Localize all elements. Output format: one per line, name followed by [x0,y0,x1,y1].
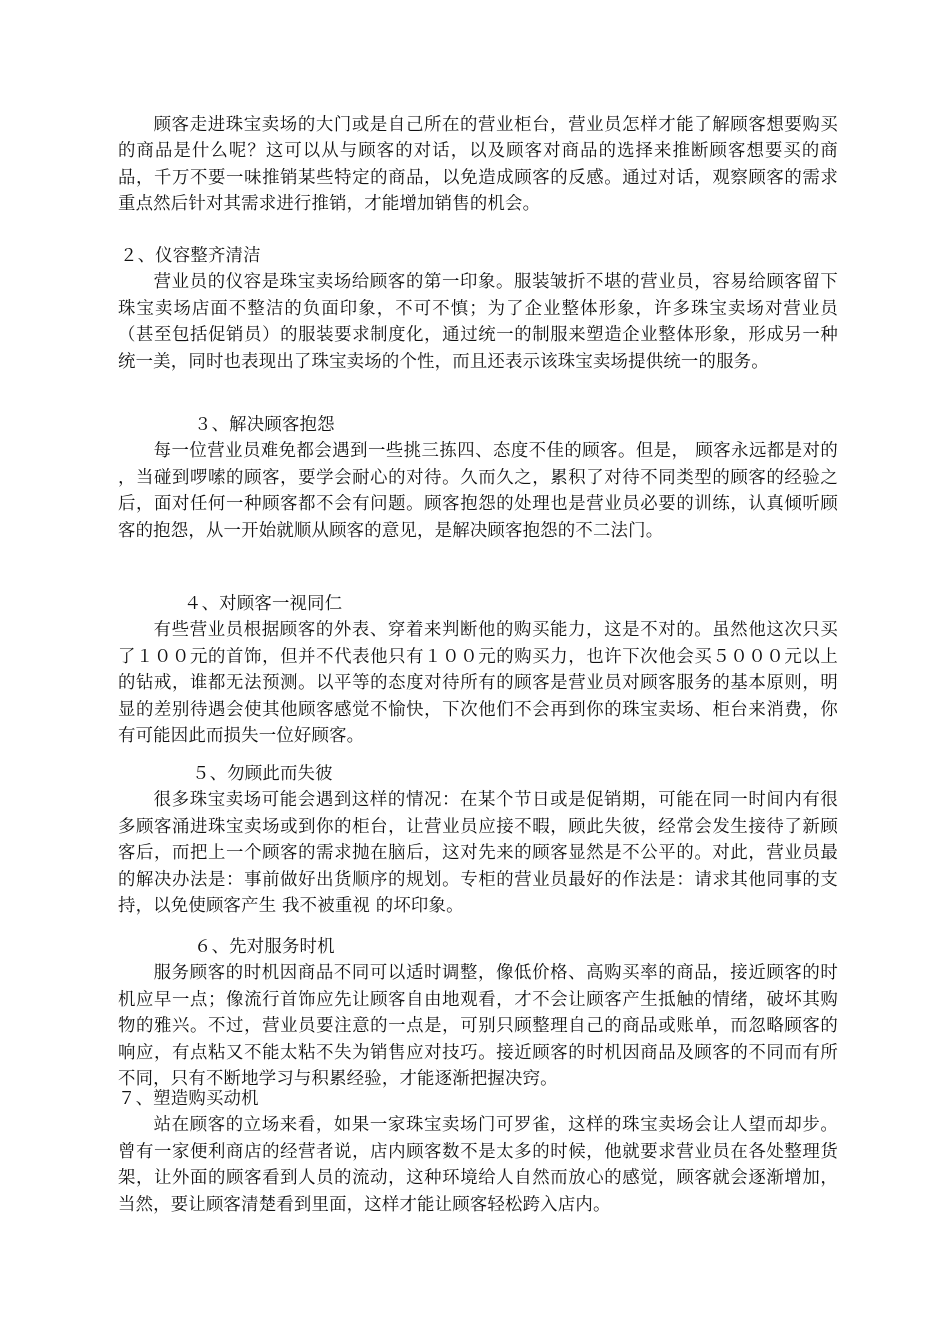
section-5-heading: ５、勿顾此而失彼 [192,764,333,784]
section-intro [118,112,838,218]
section-2 [118,243,838,375]
section-5-paragraph: 很多珠宝卖场可能会遇到这样的情况：在某个节日或是促销期，可能在同一时间内有很多顾客涌进珠宝卖场或到你的柜台，让营业员应接不暇，顾此失彼，经常会发生接待了新顾客后，而把上一个顾客的需求抛在脑后，这对先来的顾客显然是不公平的。对此，营业员最的解决办法是：事前做好出货顺序的规划。专柜的营业员最好的作法是：请求其他同事的支持，以免使顾客产生 我不被重视 的坏印象。 [118,790,838,917]
section-3 [118,412,838,544]
section-2-heading: ２、仪容整齐清洁 [120,246,261,266]
intro-paragraph: 顾客走进珠宝卖场的大门或是自己所在的营业柜台，营业员怎样才能了解顾客想要购买的商品是什么呢？这可以从与顾客的对话，以及顾客对商品的选择来推断顾客想要买的商品，千万不要一味推销某些特定的商品，以免造成顾客的反感。通过对话，观察顾客的需求重点然后针对其需求进行推销，才能增加销售的机会。 [118,115,838,215]
section-4 [118,591,838,749]
section-6 [118,934,838,1092]
section-4-paragraph: 有些营业员根据顾客的外表、穿着来判断他的购买能力，这是不对的。虽然他这次只买了１００元的首饰，但并不代表他只有１００元的购买力，也许下次他会买５０００元以上的钻戒，谁都无法预测。以平等的态度对待所有的顾客是营业员对顾客服务的基本原则，明显的差别待遇会使其他顾客感觉不愉快，下次他们不会再到你的珠宝卖场、柜台来消费，你有可能因此而损失一位好顾客。 [118,620,838,747]
section-4-heading: ４、对顾客一视同仁 [184,594,343,614]
section-2-paragraph: 营业员的仪容是珠宝卖场给顾客的第一印象。服装皱折不堪的营业员，容易给顾客留下珠宝卖场店面不整洁的负面印象，不可不慎；为了企业整体形象，许多珠宝卖场对营业员（甚至包括促销员）的服装要求制度化，通过统一的制服来塑造企业整体形象，形成另一种统一美，同时也表现出了珠宝卖场的个性，而且还表示该珠宝卖场提供统一的服务。 [118,272,838,372]
section-3-heading: ３、解决顾客抱怨 [194,415,335,435]
section-6-paragraph: 服务顾客的时机因商品不同可以适时调整，像低价格、高购买率的商品，接近顾客的时机应早一点；像流行首饰应先让顾客自由地观看，才不会让顾客产生抵触的情绪，破坏其购物的雅兴。不过，营业员要注意的一点是，可别只顾整理自己的商品或账单，而忽略顾客的响应，有点粘又不能太粘不失为销售应对技巧。接近顾客的时机因商品及顾客的不同而有所不同，只有不断地学习与积累经验，才能逐渐把握决窍。 [118,963,838,1090]
section-7-paragraph: 站在顾客的立场来看，如果一家珠宝卖场门可罗雀，这样的珠宝卖场会让人望而却步。曾有一家便利商店的经营者说，店内顾客数不是太多的时候，他就要求营业员在各处整理货架，让外面的顾客看到人员的流动，这种环境给人自然而放心的感觉，顾客就会逐渐增加，当然，要让顾客清楚看到里面，这样才能让顾客轻松跨入店内。 [118,1115,838,1215]
section-6-heading: ６、先对服务时机 [194,937,335,957]
section-7-heading: ７、塑造购买动机 [118,1089,259,1109]
section-3-paragraph: 每一位营业员难免都会遇到一些挑三拣四、态度不佳的顾客。但是， 顾客永远都是对的 ，当碰到啰嗦的顾客，要学会耐心的对待。久而久之，累积了对待不同类型的顾客的经验之后，面对任何一种顾客都不会有问题。顾客抱怨的处理也是营业员必要的训练，认真倾听顾客的抱怨，从一开始就顺从顾客的意见，是解决顾客抱怨的不二法门。 [118,441,838,541]
section-7 [118,1086,838,1218]
section-5 [118,761,838,919]
